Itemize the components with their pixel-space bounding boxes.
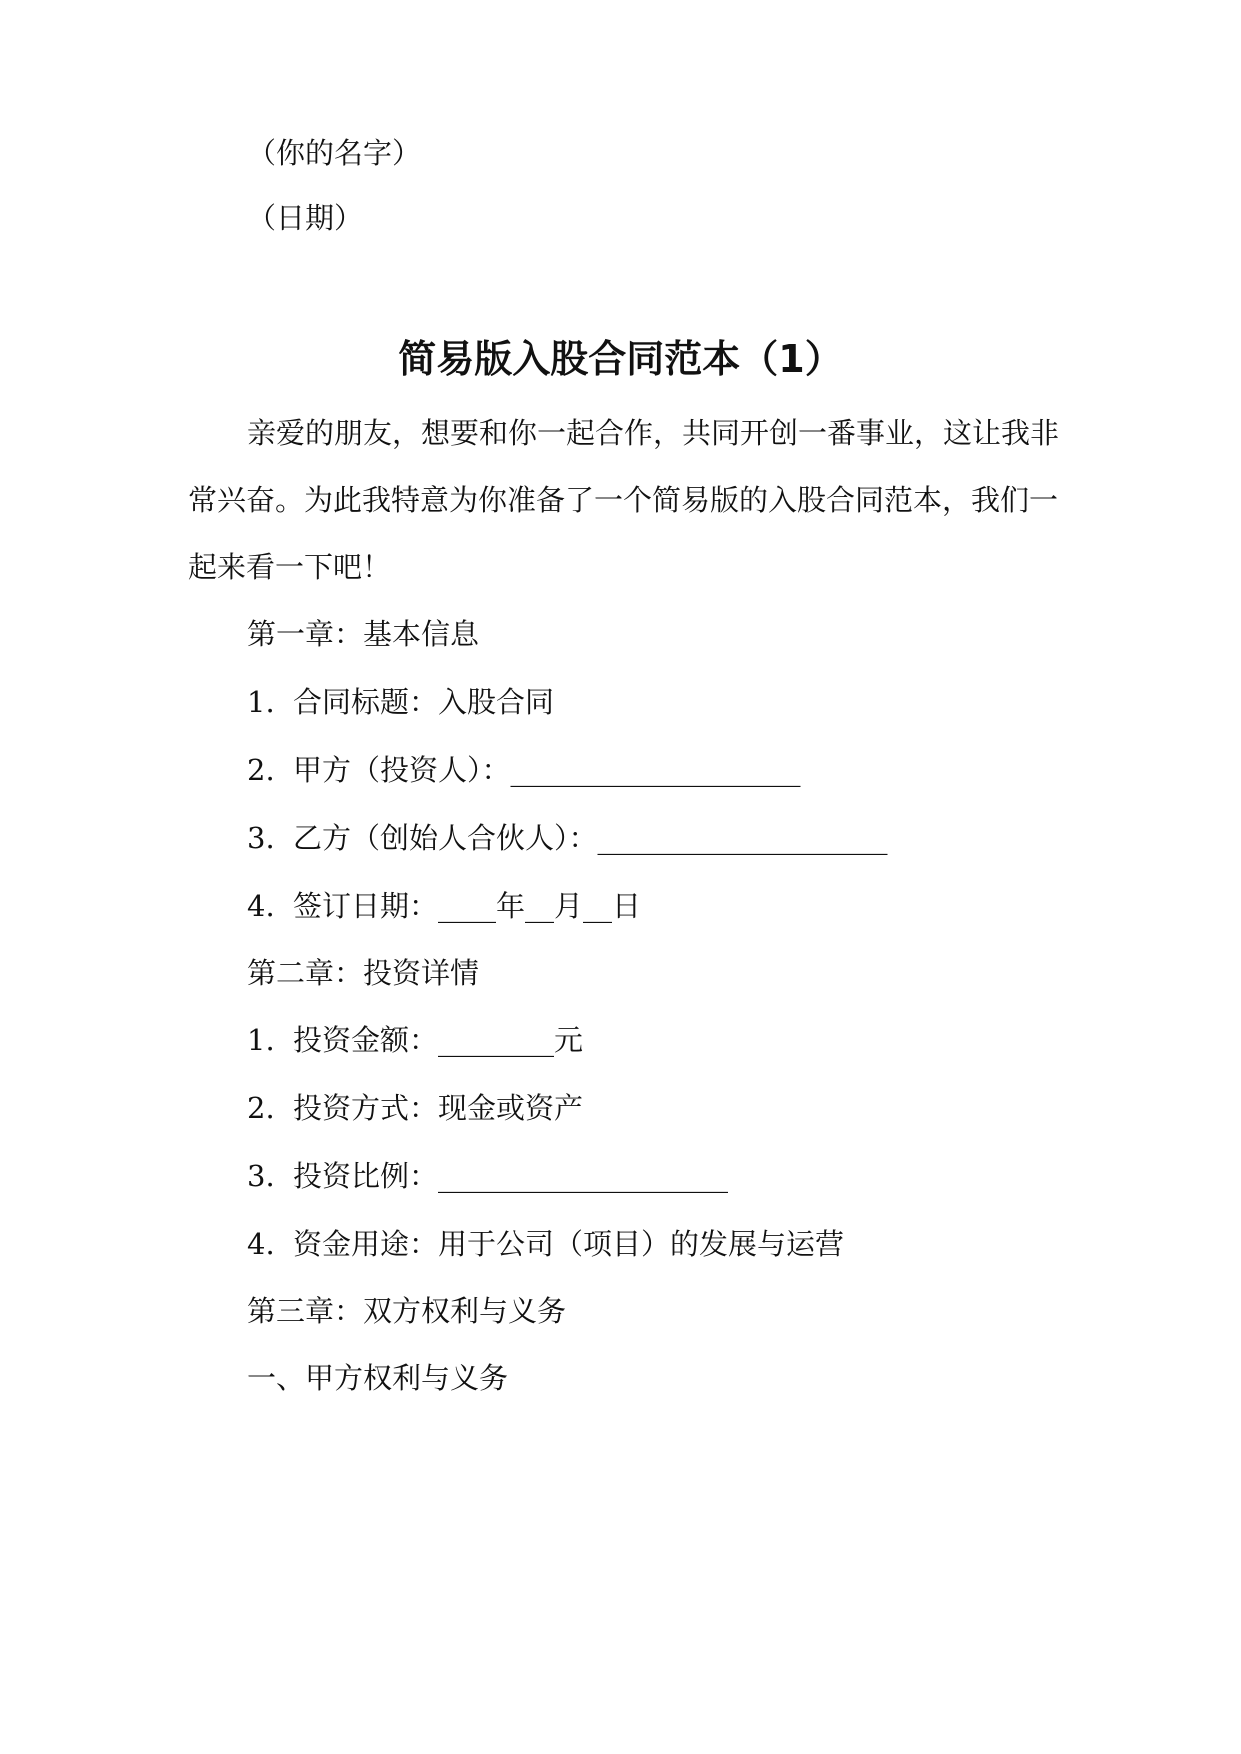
chapter-3-section-1: 一、甲方权利与义务 [247, 1361, 509, 1395]
intro-line-2: 常兴奋。为此我特意为你准备了一个简易版的入股合同范本，我们一 [188, 483, 1059, 517]
item-number: 3. [247, 821, 275, 855]
item-number: 3. [247, 1159, 275, 1193]
item-number: 4. [247, 1227, 275, 1261]
item-number: 2. [247, 1091, 275, 1125]
chapter-1-item-3 [247, 818, 888, 858]
item-text: 甲方（投资人）：____________________ [293, 753, 801, 787]
document-title: 简易版入股合同范本（1） [398, 337, 843, 381]
item-text: 乙方（创始人合伙人）：____________________ [293, 821, 888, 855]
item-number: 1. [247, 1023, 275, 1057]
chapter-1-heading: 第一章：基本信息 [247, 617, 480, 651]
intro-line-3: 起来看一下吧！ [188, 550, 392, 584]
chapter-2-item-3 [247, 1156, 728, 1196]
item-text: 合同标题：入股合同 [293, 685, 555, 719]
chapter-1-item-4 [247, 886, 641, 926]
item-number: 4. [247, 889, 275, 923]
item-text: 投资方式：现金或资产 [293, 1091, 584, 1125]
chapter-2-item-4 [247, 1224, 844, 1264]
item-number: 1. [247, 685, 275, 719]
item-text: 签订日期：____年__月__日 [293, 889, 642, 923]
date-placeholder: （日期） [247, 201, 364, 235]
name-placeholder: （你的名字） [247, 136, 422, 170]
chapter-1-item-1 [247, 682, 554, 722]
intro-line-1: 亲爱的朋友，想要和你一起合作，共同开创一番事业，这让我非 [247, 416, 1060, 450]
item-text: 资金用途：用于公司（项目）的发展与运营 [293, 1227, 845, 1261]
chapter-1-item-2 [247, 750, 801, 790]
chapter-2-heading: 第二章：投资详情 [247, 956, 480, 990]
item-text: 投资比例：____________________ [293, 1159, 729, 1193]
item-text: 投资金额：________元 [293, 1023, 584, 1057]
chapter-3-heading: 第三章：双方权利与义务 [247, 1294, 567, 1328]
chapter-2-item-1 [247, 1020, 583, 1060]
chapter-2-item-2 [247, 1088, 583, 1128]
item-number: 2. [247, 753, 275, 787]
